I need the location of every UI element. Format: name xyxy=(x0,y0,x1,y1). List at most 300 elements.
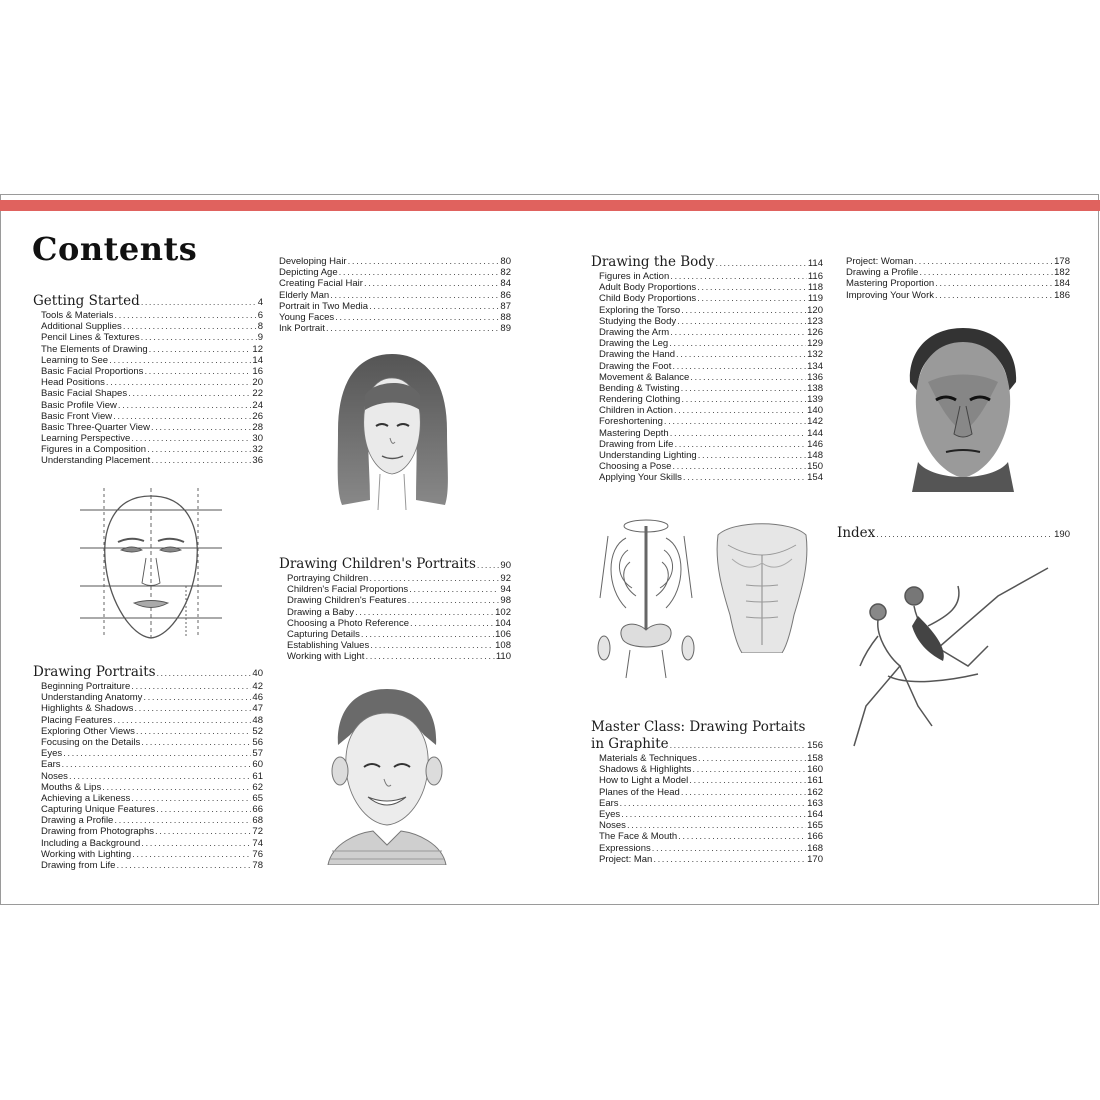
toc-entry-page: 139 xyxy=(807,394,823,406)
toc-entry-label: The Elements of Drawing xyxy=(41,343,148,355)
toc-entry[interactable] xyxy=(279,323,511,334)
toc-entry-label: Eyes xyxy=(41,748,63,760)
toc-entry-page: 158 xyxy=(807,753,823,764)
girl-portrait-sketch xyxy=(330,350,455,510)
toc-entry[interactable] xyxy=(279,573,511,584)
toc-entry-label: Beginning Portraiture xyxy=(41,681,131,692)
toc-entry-page: 16 xyxy=(252,365,263,377)
dot-leader xyxy=(369,573,499,584)
section-heading[interactable] xyxy=(33,664,263,681)
toc-entry-label: Materials & Techniques xyxy=(599,753,698,764)
dot-leader xyxy=(364,278,499,289)
toc-entry-label: Figures in Action xyxy=(599,271,670,282)
toc-entry[interactable] xyxy=(591,372,823,383)
dot-leader xyxy=(339,267,500,278)
toc-entry-page: 56 xyxy=(252,736,263,748)
toc-entry[interactable] xyxy=(33,726,263,737)
toc-section-master-class-continued xyxy=(846,256,1070,301)
toc-entry-page: 61 xyxy=(252,770,263,782)
toc-entry[interactable] xyxy=(591,753,823,764)
toc-entry-label: Planes of the Head xyxy=(599,786,680,798)
section-title: Index xyxy=(837,525,876,541)
toc-entry[interactable] xyxy=(279,629,511,640)
dot-leader xyxy=(670,740,806,750)
toc-entry-label: Children's Facial Proportions xyxy=(287,584,409,596)
toc-entry[interactable] xyxy=(33,782,263,793)
toc-entry-page: 132 xyxy=(807,349,823,361)
toc-entry[interactable] xyxy=(591,764,823,775)
toc-entry[interactable] xyxy=(591,461,823,472)
toc-entry-label: The Face & Mouth xyxy=(599,831,678,843)
toc-entry-label: Creating Facial Hair xyxy=(279,278,363,290)
toc-entry-label: Drawing a Profile xyxy=(41,815,114,827)
dot-leader xyxy=(141,838,251,849)
toc-entry-page: 68 xyxy=(252,815,263,827)
toc-entry-page: 32 xyxy=(252,444,263,456)
toc-entry[interactable] xyxy=(591,416,823,427)
toc-entry-label: Basic Facial Shapes xyxy=(41,388,128,400)
dot-leader xyxy=(676,349,806,360)
toc-entry-label: Capturing Details xyxy=(287,628,360,640)
dot-leader xyxy=(681,383,807,394)
dot-leader xyxy=(155,826,251,837)
dot-leader xyxy=(409,584,499,595)
toc-entry-page: 36 xyxy=(252,455,263,467)
dot-leader xyxy=(627,820,806,831)
toc-entry-page: 22 xyxy=(252,388,263,400)
section-heading-line2[interactable] xyxy=(591,736,823,753)
toc-entry[interactable] xyxy=(591,405,823,416)
toc-entry-label: Understanding Placement xyxy=(41,455,151,467)
section-page-number: 90 xyxy=(500,560,511,571)
toc-entry[interactable] xyxy=(33,838,263,849)
toc-entry-label: Exploring Other Views xyxy=(41,725,135,737)
toc-entry-page: 170 xyxy=(807,853,823,865)
toc-entry-page: 78 xyxy=(252,860,263,871)
toc-entry-page: 60 xyxy=(252,759,263,771)
toc-entry-page: 106 xyxy=(495,628,511,640)
toc-entry[interactable] xyxy=(33,748,263,759)
toc-entry-page: 163 xyxy=(807,797,823,809)
dot-leader xyxy=(113,715,251,726)
toc-entry-page: 26 xyxy=(252,410,263,422)
toc-entry-page: 62 xyxy=(252,781,263,793)
toc-entry[interactable] xyxy=(279,256,511,267)
section-heading[interactable] xyxy=(279,556,511,573)
skeleton-sketch xyxy=(596,518,696,680)
dot-leader xyxy=(136,726,252,737)
toc-entry[interactable] xyxy=(33,310,263,321)
dot-leader xyxy=(355,607,494,618)
dot-leader xyxy=(653,854,806,865)
dot-leader xyxy=(141,297,257,307)
section-page-number: 40 xyxy=(252,668,263,679)
toc-entry[interactable] xyxy=(591,854,823,865)
toc-entry-label: Drawing from Life xyxy=(41,860,116,871)
toc-entry-page: 134 xyxy=(807,360,823,372)
toc-entry[interactable] xyxy=(33,366,263,377)
toc-entry-page: 8 xyxy=(257,321,263,333)
toc-entry-label: Bending & Twisting xyxy=(599,382,680,394)
toc-entry-page: 80 xyxy=(500,256,511,267)
toc-entry-page: 129 xyxy=(807,338,823,350)
toc-entry-page: 154 xyxy=(807,472,823,484)
elderly-man-portrait xyxy=(888,322,1038,492)
toc-entry-label: Expressions xyxy=(599,842,651,854)
toc-entry[interactable] xyxy=(591,798,823,809)
toc-entry-label: Drawing the Foot xyxy=(599,360,672,372)
toc-entry-label: Children in Action xyxy=(599,405,673,417)
toc-entry-page: 182 xyxy=(1054,267,1070,279)
dot-leader xyxy=(669,338,806,349)
toc-entry-label: Drawing Children's Features xyxy=(287,595,407,607)
dot-leader xyxy=(689,775,806,786)
toc-entry[interactable] xyxy=(279,640,511,651)
section-title: Drawing Children's Portraits xyxy=(279,556,476,572)
section-title-line2: in Graphite xyxy=(591,736,669,752)
dot-leader xyxy=(698,753,806,764)
toc-entry[interactable] xyxy=(33,444,263,455)
dot-leader xyxy=(678,831,806,842)
toc-entry-page: 87 xyxy=(500,300,511,312)
toc-entry-label: Young Faces xyxy=(279,311,335,323)
toc-entry-label: Exploring the Torso xyxy=(599,304,681,316)
dot-leader xyxy=(114,310,256,321)
section-page-number: 190 xyxy=(1054,529,1070,540)
toc-entry[interactable] xyxy=(591,820,823,831)
toc-section-getting-started xyxy=(33,293,263,467)
dot-leader xyxy=(477,560,500,570)
dot-leader xyxy=(674,439,806,450)
toc-entry[interactable] xyxy=(846,290,1070,301)
dot-leader xyxy=(620,798,807,809)
toc-entry[interactable] xyxy=(33,400,263,411)
toc-entry[interactable] xyxy=(591,271,823,282)
toc-entry[interactable] xyxy=(33,737,263,748)
toc-entry[interactable] xyxy=(33,433,263,444)
dot-leader xyxy=(116,860,251,871)
dot-leader xyxy=(348,256,500,267)
toc-entry-page: 46 xyxy=(252,692,263,704)
toc-entry[interactable] xyxy=(591,809,823,820)
dot-leader xyxy=(330,290,499,301)
toc-entry-label: Understanding Lighting xyxy=(599,450,697,461)
toc-entry-label: Portrait in Two Media xyxy=(279,300,369,312)
toc-entry-page: 146 xyxy=(807,438,823,450)
toc-entry-label: Noses xyxy=(41,770,68,782)
toc-entry[interactable] xyxy=(33,860,263,871)
toc-entry[interactable] xyxy=(846,256,1070,267)
toc-entry-label: Working with Lighting xyxy=(41,848,132,860)
dot-leader xyxy=(674,405,806,416)
toc-entry-page: 89 xyxy=(500,323,511,335)
toc-entry-label: Basic Facial Proportions xyxy=(41,365,144,377)
toc-entry-page: 178 xyxy=(1054,256,1070,267)
toc-entry[interactable] xyxy=(591,450,823,461)
toc-entry[interactable] xyxy=(591,316,823,327)
toc-entry-page: 14 xyxy=(252,354,263,366)
dot-leader xyxy=(147,444,251,455)
toc-entry-page: 120 xyxy=(807,304,823,316)
toc-entry[interactable] xyxy=(846,267,1070,278)
head-proportion-sketch xyxy=(76,488,226,646)
toc-section-index xyxy=(837,525,1070,542)
dot-leader xyxy=(326,323,499,334)
dot-leader xyxy=(365,651,494,662)
toc-entry[interactable] xyxy=(33,388,263,399)
dot-leader xyxy=(935,290,1053,301)
toc-entry-label: Adult Body Proportions xyxy=(599,282,697,294)
toc-entry-label: Drawing a Baby xyxy=(287,606,355,618)
dot-leader xyxy=(63,748,251,759)
dot-leader xyxy=(151,455,251,466)
toc-entry[interactable] xyxy=(279,312,511,323)
toc-entry[interactable] xyxy=(591,439,823,450)
toc-entry-page: 98 xyxy=(500,595,511,607)
toc-entry-label: Achieving a Likeness xyxy=(41,792,131,804)
toc-entry[interactable] xyxy=(33,703,263,714)
toc-entry-page: 94 xyxy=(500,584,511,596)
toc-entry[interactable] xyxy=(591,428,823,439)
dot-leader xyxy=(144,366,251,377)
dot-leader xyxy=(914,256,1053,267)
toc-entry[interactable] xyxy=(33,344,263,355)
toc-entry-label: Depicting Age xyxy=(279,267,338,279)
dot-leader xyxy=(113,411,251,422)
torso-sketch xyxy=(708,515,816,653)
dot-leader xyxy=(919,267,1053,278)
toc-entry-label: Figures in a Composition xyxy=(41,444,147,456)
dot-leader xyxy=(677,316,806,327)
toc-entry[interactable] xyxy=(279,584,511,595)
section-heading[interactable] xyxy=(33,293,263,310)
toc-entry[interactable] xyxy=(591,394,823,405)
toc-entry-label: Choosing a Pose xyxy=(599,461,672,473)
dot-leader xyxy=(670,271,807,282)
toc-entry-label: Pencil Lines & Textures xyxy=(41,332,140,344)
dot-leader xyxy=(698,450,806,461)
toc-entry-page: 166 xyxy=(807,831,823,843)
dot-leader xyxy=(664,416,806,427)
toc-entry[interactable] xyxy=(279,290,511,301)
toc-entry-label: Shadows & Highlights xyxy=(599,764,692,776)
toc-entry[interactable] xyxy=(279,595,511,606)
toc-entry-label: How to Light a Model xyxy=(599,775,689,787)
toc-entry-page: 150 xyxy=(807,461,823,473)
toc-entry-label: Capturing Unique Features xyxy=(41,804,156,816)
dot-leader xyxy=(670,327,806,338)
dot-leader xyxy=(106,377,252,388)
section-page-number: 4 xyxy=(257,297,263,308)
dot-leader xyxy=(134,703,251,714)
toc-entry[interactable] xyxy=(591,282,823,293)
toc-entry[interactable] xyxy=(33,826,263,837)
toc-entry[interactable] xyxy=(279,607,511,618)
toc-entry-label: Placing Features xyxy=(41,714,113,726)
dot-leader xyxy=(876,529,1053,539)
toc-entry[interactable] xyxy=(33,411,263,422)
toc-entry[interactable] xyxy=(591,831,823,842)
toc-entry-page: 52 xyxy=(252,725,263,737)
dot-leader xyxy=(369,301,499,312)
toc-entry[interactable] xyxy=(591,327,823,338)
toc-entry-label: Basic Profile View xyxy=(41,399,117,411)
toc-entry[interactable] xyxy=(279,301,511,312)
toc-section-master-class xyxy=(591,719,823,865)
toc-entry[interactable] xyxy=(33,377,263,388)
toc-entry-page: 9 xyxy=(257,332,263,344)
toc-entry-label: Focusing on the Details xyxy=(41,736,141,748)
section-title-line1: Master Class: Drawing Portaits xyxy=(591,719,806,735)
dot-leader xyxy=(361,629,494,640)
dot-leader xyxy=(157,668,252,678)
toc-entry[interactable] xyxy=(33,771,263,782)
dot-leader xyxy=(370,640,494,651)
dot-leader xyxy=(652,843,806,854)
toc-entry-label: Head Positions xyxy=(41,377,105,389)
toc-entry-label: Child Body Proportions xyxy=(599,293,697,305)
toc-entry-page: 164 xyxy=(807,808,823,820)
toc-entry[interactable] xyxy=(591,775,823,786)
toc-entry-page: 24 xyxy=(252,399,263,411)
toc-entry-page: 119 xyxy=(807,293,823,305)
section-page-number: 156 xyxy=(807,740,823,751)
toc-entry-page: 123 xyxy=(807,315,823,327)
toc-entry[interactable] xyxy=(33,804,263,815)
toc-entry-page: 48 xyxy=(252,714,263,726)
toc-entry-label: Mastering Depth xyxy=(599,427,669,439)
toc-entry[interactable] xyxy=(33,793,263,804)
toc-entry[interactable] xyxy=(33,815,263,826)
toc-entry-page: 42 xyxy=(252,681,263,692)
toc-entry[interactable] xyxy=(33,422,263,433)
toc-entry-page: 161 xyxy=(807,775,823,787)
dot-leader xyxy=(670,428,806,439)
dot-leader xyxy=(131,793,251,804)
dot-leader xyxy=(672,461,806,472)
dot-leader xyxy=(123,321,257,332)
toc-entry[interactable] xyxy=(33,455,263,466)
dot-leader xyxy=(408,595,500,606)
toc-entry-page: 168 xyxy=(807,842,823,854)
toc-entry[interactable] xyxy=(33,849,263,860)
toc-entry-label: Ink Portrait xyxy=(279,323,325,335)
toc-entry-page: 12 xyxy=(252,343,263,355)
section-page-number: 114 xyxy=(807,258,823,269)
toc-entry-label: Drawing the Hand xyxy=(599,349,676,361)
dot-leader xyxy=(69,771,251,782)
toc-entry[interactable] xyxy=(591,293,823,304)
toc-entry[interactable] xyxy=(33,321,263,332)
toc-entry[interactable] xyxy=(33,715,263,726)
toc-entry-label: Drawing the Arm xyxy=(599,326,670,338)
toc-entry-label: Establishing Values xyxy=(287,640,370,652)
toc-entry[interactable] xyxy=(279,618,511,629)
dot-leader xyxy=(697,293,807,304)
toc-entry-label: Drawing from Photographs xyxy=(41,826,154,838)
toc-entry[interactable] xyxy=(591,383,823,394)
toc-entry-page: 20 xyxy=(252,377,263,389)
toc-entry[interactable] xyxy=(279,278,511,289)
dot-leader xyxy=(131,433,251,444)
toc-entry[interactable] xyxy=(591,349,823,360)
dot-leader xyxy=(118,400,252,411)
dot-leader xyxy=(935,278,1053,289)
toc-entry[interactable] xyxy=(591,843,823,854)
toc-entry-label: Applying Your Skills xyxy=(599,472,682,484)
toc-entry-label: Additional Supplies xyxy=(41,321,122,333)
section-heading[interactable] xyxy=(837,525,1070,542)
toc-entry[interactable] xyxy=(279,651,511,662)
toc-entry-page: 110 xyxy=(495,651,511,663)
toc-entry-page: 88 xyxy=(500,311,511,323)
dot-leader xyxy=(335,312,499,323)
toc-entry-label: Drawing from Life xyxy=(599,438,674,450)
dot-leader xyxy=(697,282,807,293)
section-title: Drawing the Body xyxy=(591,254,715,270)
toc-entry-label: Foreshortening xyxy=(599,416,663,428)
toc-entry-label: Developing Hair xyxy=(279,256,347,267)
toc-entry[interactable] xyxy=(33,332,263,343)
toc-entry-label: Rendering Clothing xyxy=(599,394,681,406)
dot-leader xyxy=(102,782,251,793)
dot-leader xyxy=(114,815,251,826)
toc-entry[interactable] xyxy=(279,267,511,278)
toc-entry-page: 160 xyxy=(807,764,823,776)
toc-entry-page: 76 xyxy=(252,848,263,860)
toc-entry-label: Understanding Anatomy xyxy=(41,692,143,704)
section-title: Getting Started xyxy=(33,293,140,309)
toc-entry-label: Movement & Balance xyxy=(599,371,690,383)
toc-entry-page: 186 xyxy=(1054,289,1070,301)
toc-entry[interactable] xyxy=(591,338,823,349)
toc-entry[interactable] xyxy=(33,681,263,692)
dot-leader xyxy=(141,737,251,748)
toc-entry-page: 144 xyxy=(807,427,823,439)
toc-entry-page: 140 xyxy=(807,405,823,417)
toc-entry-page: 184 xyxy=(1054,278,1070,290)
toc-entry[interactable] xyxy=(591,305,823,316)
toc-entry[interactable] xyxy=(591,787,823,798)
toc-entry[interactable] xyxy=(33,759,263,770)
section-heading[interactable] xyxy=(591,719,823,736)
dot-leader xyxy=(692,764,806,775)
toc-entry-label: Mastering Proportion xyxy=(846,278,935,290)
toc-entry-label: Choosing a Photo Reference xyxy=(287,617,409,629)
dot-leader xyxy=(681,394,806,405)
toc-entry[interactable] xyxy=(846,278,1070,289)
dot-leader xyxy=(156,804,251,815)
dot-leader xyxy=(149,344,252,355)
toc-entry-label: Elderly Man xyxy=(279,289,330,301)
toc-entry-page: 82 xyxy=(500,267,511,279)
dot-leader xyxy=(131,681,251,692)
dot-leader xyxy=(62,759,252,770)
toc-entry[interactable] xyxy=(33,355,263,366)
toc-entry-label: Drawing the Leg xyxy=(599,338,669,350)
toc-entry[interactable] xyxy=(33,692,263,703)
section-heading[interactable] xyxy=(591,254,823,271)
toc-entry-page: 108 xyxy=(495,640,511,652)
dot-leader xyxy=(128,388,251,399)
dot-leader xyxy=(151,422,251,433)
dot-leader xyxy=(143,692,251,703)
toc-entry[interactable] xyxy=(591,361,823,372)
toc-entry-page: 47 xyxy=(252,703,263,715)
toc-entry-page: 118 xyxy=(807,282,823,294)
toc-entry-page: 74 xyxy=(252,837,263,849)
toc-entry[interactable] xyxy=(591,472,823,483)
